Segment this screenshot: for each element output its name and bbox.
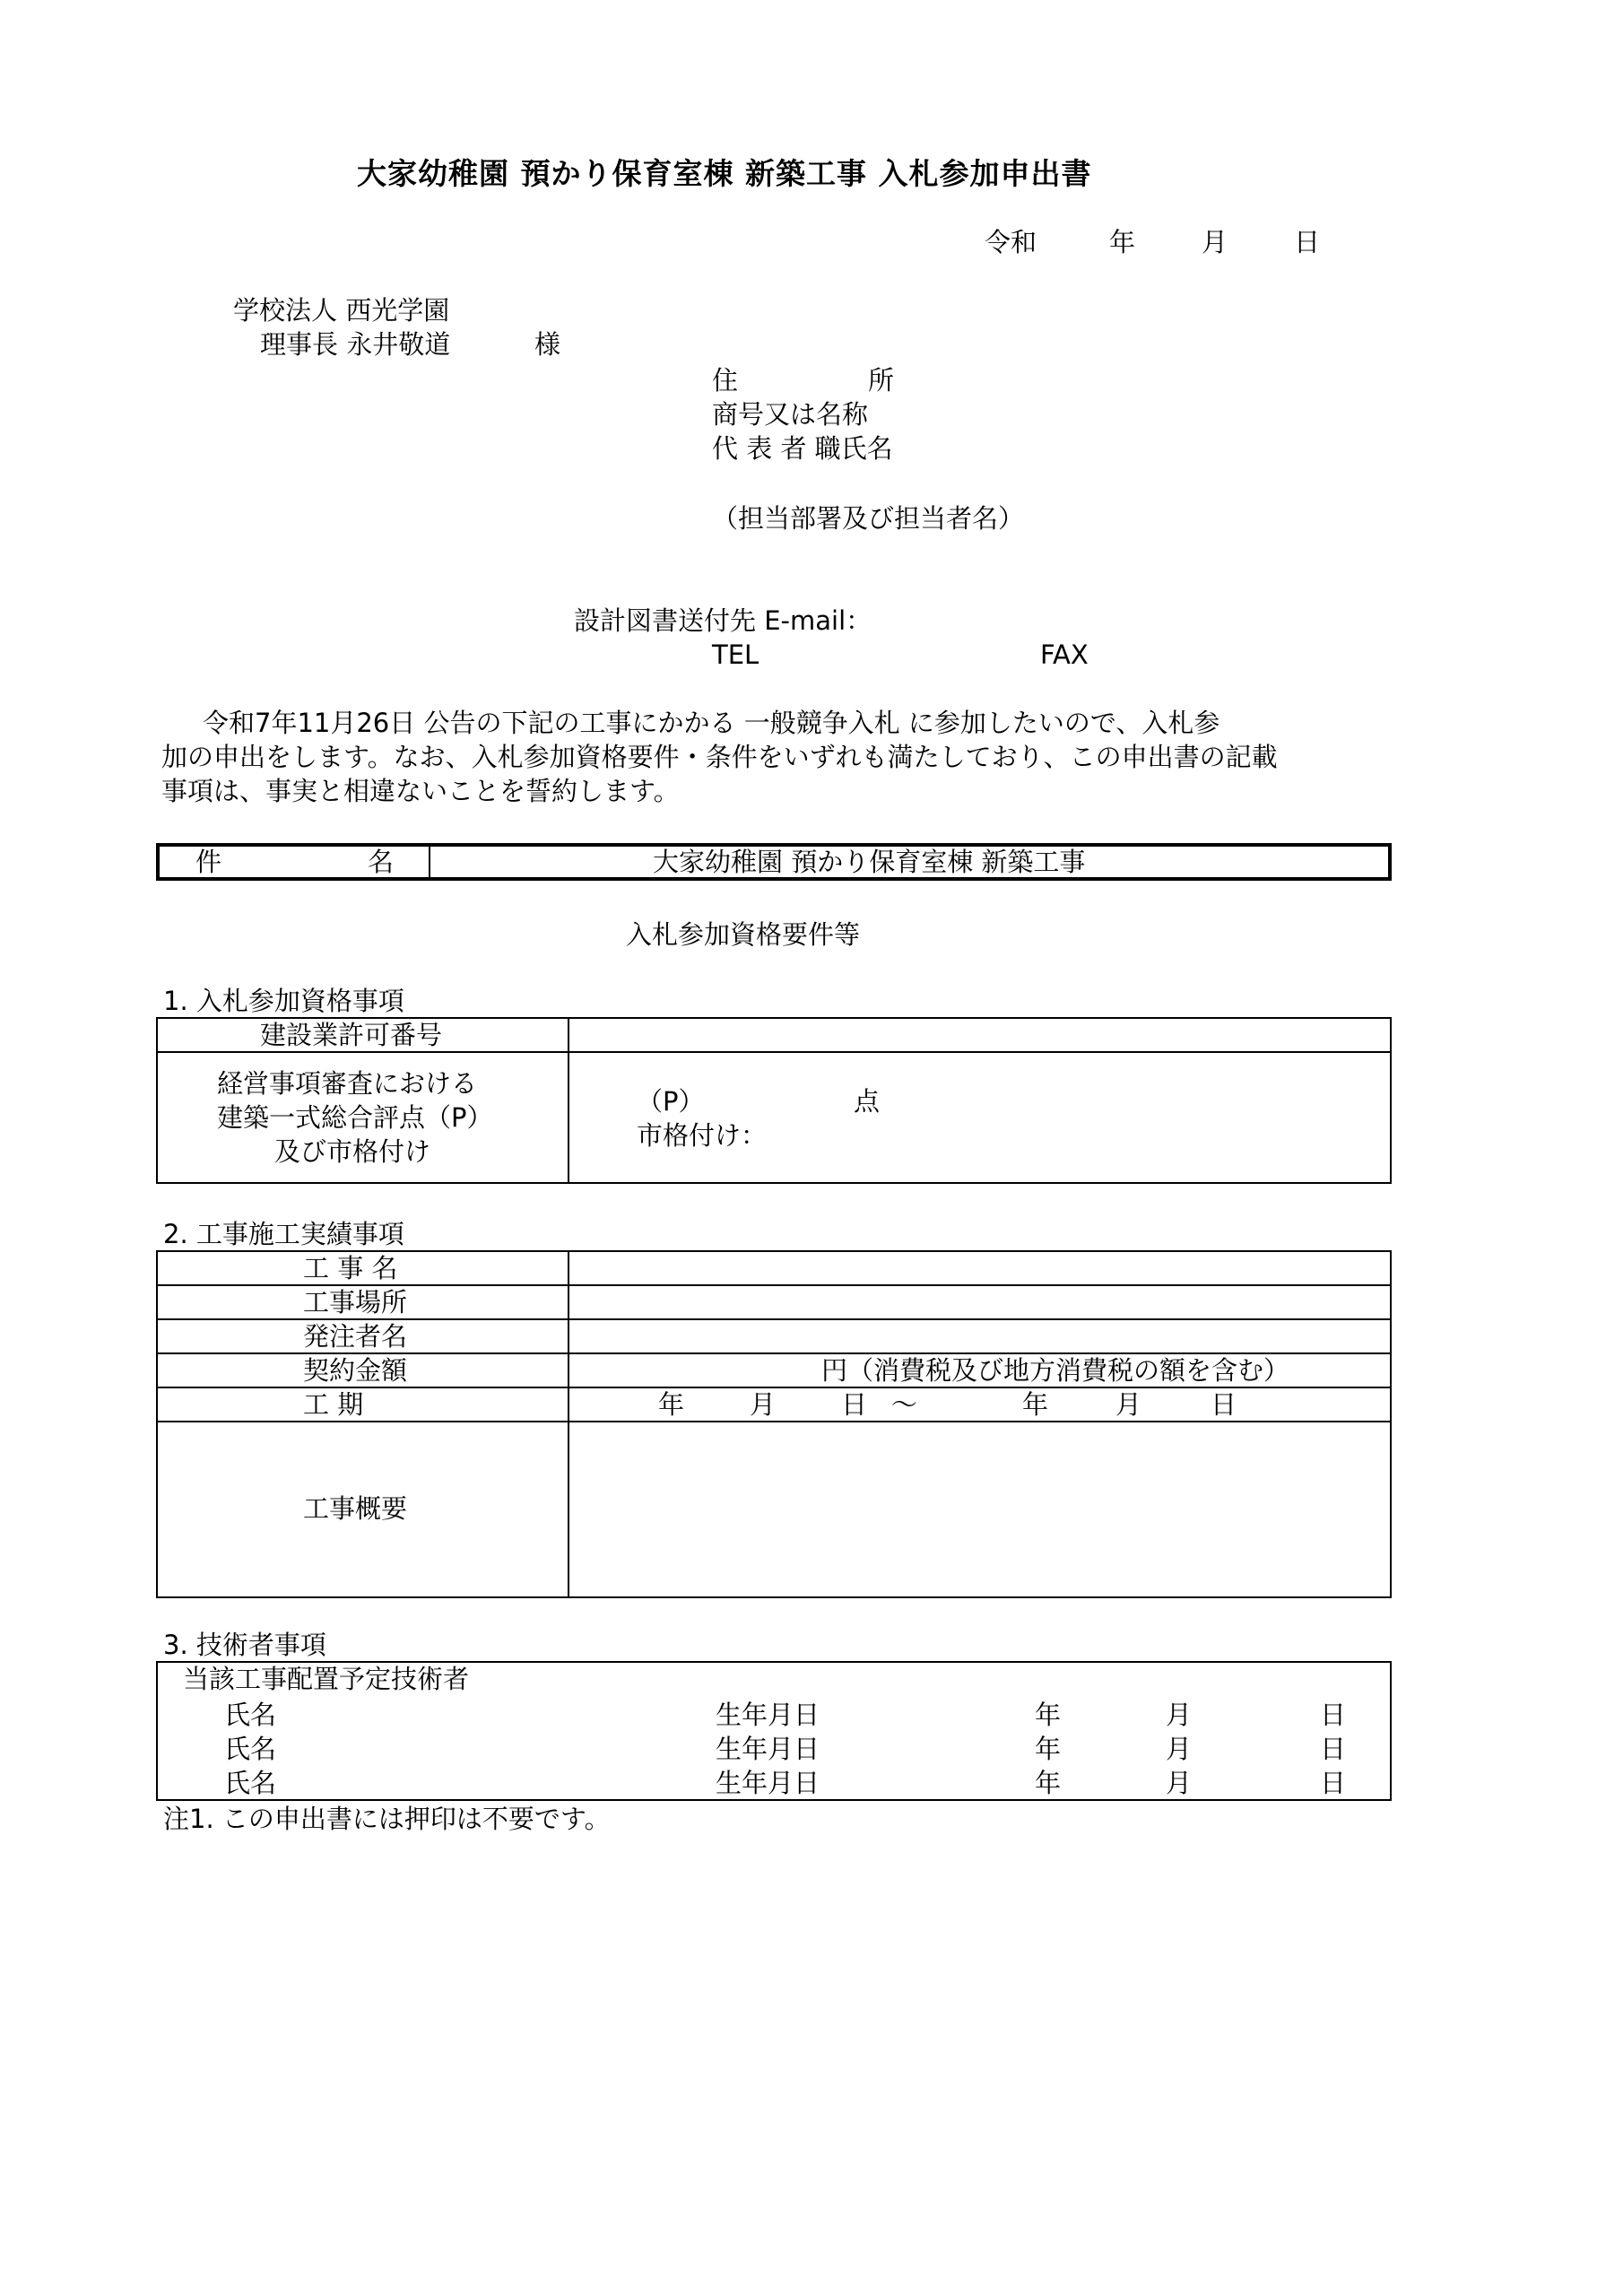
- subject-divider: [429, 845, 430, 879]
- page-title: 大家幼稚園 預かり保育室棟 新築工事 入札参加申出書: [357, 156, 1092, 191]
- requirements-heading: 入札参加資格要件等: [626, 919, 861, 950]
- period-label: 工 期: [303, 1389, 364, 1420]
- engineer-dob-year: 年: [1035, 1768, 1062, 1798]
- period-tilde: ～: [891, 1389, 918, 1420]
- delivery-fax-label: FAX: [1040, 639, 1089, 670]
- engineer-dob-year: 年: [1035, 1734, 1062, 1764]
- date-era: 令和: [985, 227, 1037, 257]
- amount-label: 契約金額: [303, 1355, 408, 1386]
- applicant-address-label-2: 所: [868, 365, 895, 396]
- engineer-dob-day: 日: [1320, 1700, 1347, 1730]
- engineer-dob-label: 生年月日: [716, 1768, 820, 1798]
- subject-label-2: 名: [368, 847, 395, 877]
- engineer-dob-day: 日: [1320, 1768, 1347, 1798]
- period-start-month: 月: [750, 1389, 777, 1420]
- recipient-chairman: 理事長 永井敬道: [260, 329, 451, 360]
- section2-col-divider: [568, 1250, 569, 1598]
- engineer-heading: 当該工事配置予定技術者: [183, 1664, 470, 1694]
- grade-label: 市格付け：: [637, 1120, 768, 1151]
- subject-value: 大家幼稚園 預かり保育室棟 新築工事: [653, 847, 1086, 877]
- delivery-tel-label: TEL: [712, 639, 759, 670]
- work-place-label: 工事場所: [303, 1287, 408, 1318]
- engineer-dob-month: 月: [1166, 1734, 1193, 1764]
- applicant-contact-label: （担当部署及び担当者名）: [712, 503, 1025, 534]
- recipient-school: 学校法人 西光学園: [233, 295, 450, 326]
- section2-heading: 2. 工事施工実績事項: [163, 1219, 404, 1249]
- score-label-3: 及び市格付け: [274, 1136, 431, 1167]
- statement-line-3: 事項は、事実と相違ないことを誓約します。: [161, 776, 680, 806]
- period-start-day: 日: [841, 1389, 868, 1420]
- recipient-honorific: 様: [534, 329, 561, 360]
- amount-note: 円（消費税及び地方消費税の額を含む）: [821, 1355, 1290, 1386]
- score-label-2: 建築一式総合評点（P）: [217, 1102, 493, 1133]
- client-label: 発注者名: [303, 1321, 408, 1352]
- applicant-representative-label: 代 表 者 職氏名: [712, 433, 893, 464]
- section3-heading: 3. 技術者事項: [163, 1630, 326, 1660]
- score-label-1: 経営事項審査における: [217, 1068, 478, 1099]
- subject-label-1: 件: [195, 847, 222, 877]
- engineer-dob-label: 生年月日: [716, 1700, 820, 1730]
- section1-row-divider: [156, 1051, 1392, 1053]
- date-month: 月: [1202, 227, 1228, 257]
- statement-line-1: 令和7年11月26日 公告の下記の工事にかかる 一般競争入札 に参加したいので、入札参: [203, 708, 1220, 738]
- work-summary-label: 工事概要: [303, 1493, 408, 1524]
- date-day: 日: [1294, 227, 1321, 257]
- delivery-email-label: 設計図書送付先 E-mail：: [574, 605, 872, 636]
- section1-heading: 1. 入札参加資格事項: [163, 986, 404, 1016]
- stamp-note: 注1. この申出書には押印は不要です。: [163, 1804, 611, 1834]
- engineer-dob-year: 年: [1035, 1700, 1062, 1730]
- work-name-label: 工 事 名: [303, 1253, 398, 1283]
- engineer-dob-month: 月: [1166, 1700, 1193, 1730]
- engineer-name-label: 氏名: [224, 1734, 277, 1764]
- engineer-dob-day: 日: [1320, 1734, 1347, 1764]
- score-unit: 点: [854, 1086, 881, 1117]
- applicant-company-label: 商号又は名称: [712, 399, 869, 430]
- period-end-day: 日: [1211, 1389, 1237, 1420]
- engineer-dob-month: 月: [1166, 1768, 1193, 1798]
- period-end-month: 月: [1115, 1389, 1142, 1420]
- section2-row-divider: [156, 1421, 1392, 1422]
- section1-col-divider: [568, 1017, 569, 1184]
- period-end-year: 年: [1022, 1389, 1049, 1420]
- period-start-year: 年: [658, 1389, 685, 1420]
- score-p-label: （P）: [637, 1086, 705, 1117]
- engineer-dob-label: 生年月日: [716, 1734, 820, 1764]
- license-number-label: 建設業許可番号: [260, 1020, 443, 1050]
- engineer-name-label: 氏名: [224, 1700, 277, 1730]
- engineer-name-label: 氏名: [224, 1768, 277, 1798]
- applicant-address-label-1: 住: [712, 365, 739, 396]
- statement-line-2: 加の申出をします。なお、入札参加資格要件・条件をいずれも満たしており、この申出書の記載: [161, 742, 1278, 772]
- date-year: 年: [1109, 227, 1136, 257]
